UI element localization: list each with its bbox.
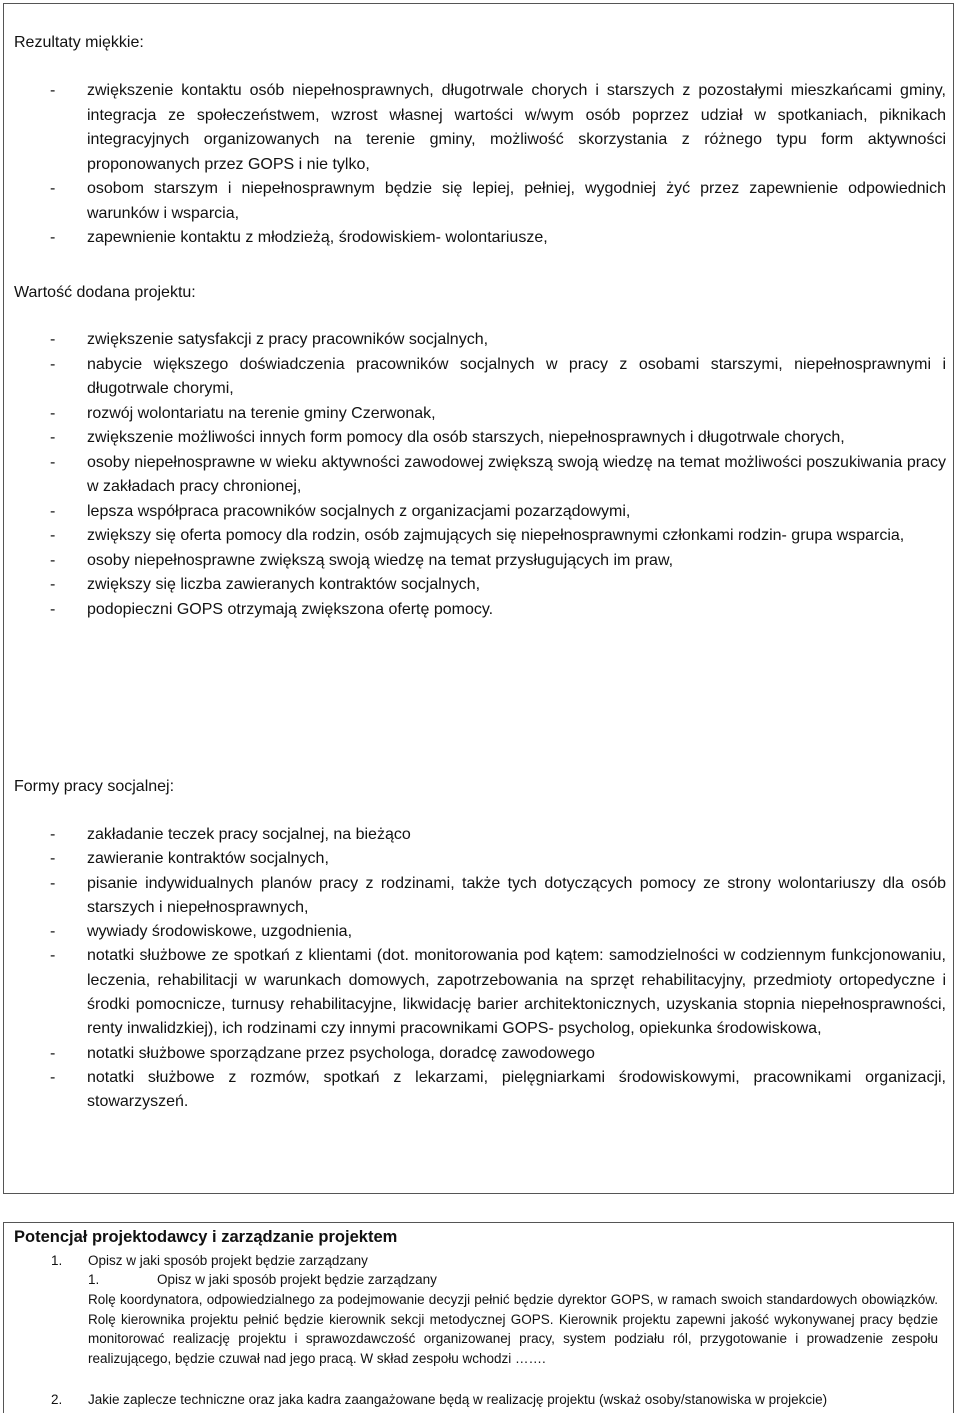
list-item: - notatki służbowe ze spotkań z klientami (dot. monitorowania pod kątem: samodzielności w codziennym funkcjonowaniu, leczenia, rehabilitacji w warunkach domowych, zapotrzebowania na sprzęt rehabilitacyjny, przedmioty ortopedyczne i środki pomocnicze, turnusy rehabilitacyjne, likwidację barier architektonicznych, uzyskania stopnia niepełnosprawności, renty inwalidzkiej), ich rodzinami czy innymi pracownikami GOPS- psycholog, opiekunka środowiskowa, [14, 944, 946, 1041]
bullet-dash: - [50, 429, 56, 446]
question-1-repeat-number: 1. [88, 1272, 100, 1287]
heading-added-value: Wartość dodana projektu: [14, 284, 196, 301]
added-value-list [14, 328, 946, 622]
list-item: - zwiększy się liczba zawieranych kontraktów socjalnych, [14, 573, 946, 598]
heading-social-work-forms: Formy pracy socjalnej: [14, 778, 175, 795]
list-item: - wywiady środowiskowe, uzgodnienia, [14, 920, 946, 944]
bullet-dash: - [50, 826, 56, 843]
list-item: - notatki służbowe z rozmów, spotkań z lekarzami, pielęgniarkami środowiskowymi, pracownikami organizacji, stowarzyszeń. [14, 1066, 946, 1115]
list-item: - osobom starszym i niepełnosprawnym będzie się lepiej, pełniej, wygodniej żyć przez zapewnienie odpowiednich warunków i wsparcia, [14, 177, 946, 226]
question-2-number: 2. [51, 1392, 63, 1407]
section-title-project-management: Potencjał projektodawcy i zarządzanie projektem [14, 1228, 398, 1246]
list-item: - zawieranie kontraktów socjalnych, [14, 847, 946, 871]
bullet-dash: - [50, 355, 56, 373]
list-item: - zakładanie teczek pracy socjalnej, na bieżąco [14, 823, 946, 847]
list-item: - osoby niepełnosprawne zwiększą swoją wiedzę na temat przysługujących im praw, [14, 549, 946, 574]
list-item: - osoby niepełnosprawne w wieku aktywności zawodowej zwiększą swoją wiedzę na temat możliwości poszukiwania pracy w zakładach pracy chronionej, [14, 451, 946, 500]
list-item: - zwiększenie możliwości innych form pomocy dla osób starszych, niepełnosprawnych i długotrwale chorych, [14, 426, 946, 451]
list-item: - lepsza współpraca pracowników socjalnych z organizacjami pozarządowymi, [14, 500, 946, 525]
list-item: - rozwój wolontariatu na terenie gminy Czerwonak, [14, 402, 946, 427]
soft-results-list [14, 79, 946, 251]
list-item: - notatki służbowe sporządzane przez psychologa, doradcę zawodowego [14, 1042, 946, 1066]
bullet-dash: - [50, 850, 56, 868]
bullet-dash: - [50, 331, 56, 348]
question-1-answer: Rolę koordynatora, odpowiedzialnego za podejmowanie decyzji pełnić będzie dyrektor GOPS, w ramach swoich standardowych obowiązków. Rolę kierownika projektu pełnić będzie kierownik sekcji metodycznej GOPS. Kierownik projektu zapewni jakość wykonywanej pracy będzie monitorować realizację projektu i sprawozdawczość organizowanej pracy, system podziału ról, przygotowanie i prowadzenie zespołu realizującego, będzie czuwał nad jego pracą. W skład zespołu wchodzi ……. [88, 1292, 938, 1366]
bullet-dash: - [50, 576, 56, 593]
heading-soft-results: Rezultaty miękkie: [14, 34, 144, 51]
bullet-dash: - [50, 404, 56, 422]
bullet-dash: - [50, 82, 56, 99]
social-work-forms-list [14, 823, 946, 1115]
question-1-text: Opisz w jaki sposób projekt będzie zarządzany [88, 1253, 368, 1268]
bullet-dash: - [50, 502, 56, 520]
list-item: - podopieczni GOPS otrzymają zwiększona ofertę pomocy. [14, 598, 946, 623]
list-item: - zapewnienie kontaktu z młodzieżą, środowiskiem- wolontariusze, [14, 226, 946, 251]
bullet-dash: - [50, 600, 56, 618]
bullet-dash: - [50, 923, 56, 941]
question-1-repeat-text: Opisz w jaki sposób projekt będzie zarządzany [157, 1272, 437, 1287]
list-item: - zwiększenie satysfakcji z pracy pracowników socjalnych, [14, 328, 946, 353]
list-item: - nabycie większego doświadczenia pracowników socjalnych w pracy z osobami starszymi, niepełnosprawnymi i długotrwale chorymi, [14, 353, 946, 402]
bullet-dash: - [50, 1044, 56, 1062]
bullet-dash: - [50, 874, 56, 892]
question-1-number: 1. [51, 1253, 63, 1268]
bullet-dash: - [50, 551, 56, 569]
bullet-dash: - [50, 229, 56, 246]
bullet-dash: - [50, 1068, 56, 1086]
list-item: - zwiększy się oferta pomocy dla rodzin, osób zajmujących się niepełnosprawnymi członkami rodzin- grupa wsparcia, [14, 524, 946, 549]
question-2-text: Jakie zaplecze techniczne oraz jaka kadra zaangażowane będą w realizację projektu (wskaż osoby/stanowiska w projekcie) [88, 1392, 828, 1407]
list-item: - zwiększenie kontaktu osób niepełnosprawnych, długotrwale chorych i starszych z pozostałymi mieszkańcami gminy, integracja ze społeczeństwem, wzrost własnej wartości w/wym osób poprzez udział w spotkaniach, piknikach integracyjnych organizowanych na terenie gminy, możliwość skorzystania z różnego typu form aktywności proponowanych przez GOPS i nie tylko, [14, 79, 946, 177]
list-item: - pisanie indywidualnych planów pracy z rodzinami, także tych dotyczących pomocy ze strony wolontariuszy dla osób starszych i niepełnosprawnych, [14, 872, 946, 921]
bullet-dash: - [50, 947, 56, 965]
bullet-dash: - [50, 527, 56, 544]
bullet-dash: - [50, 180, 56, 197]
bullet-dash: - [50, 453, 56, 471]
